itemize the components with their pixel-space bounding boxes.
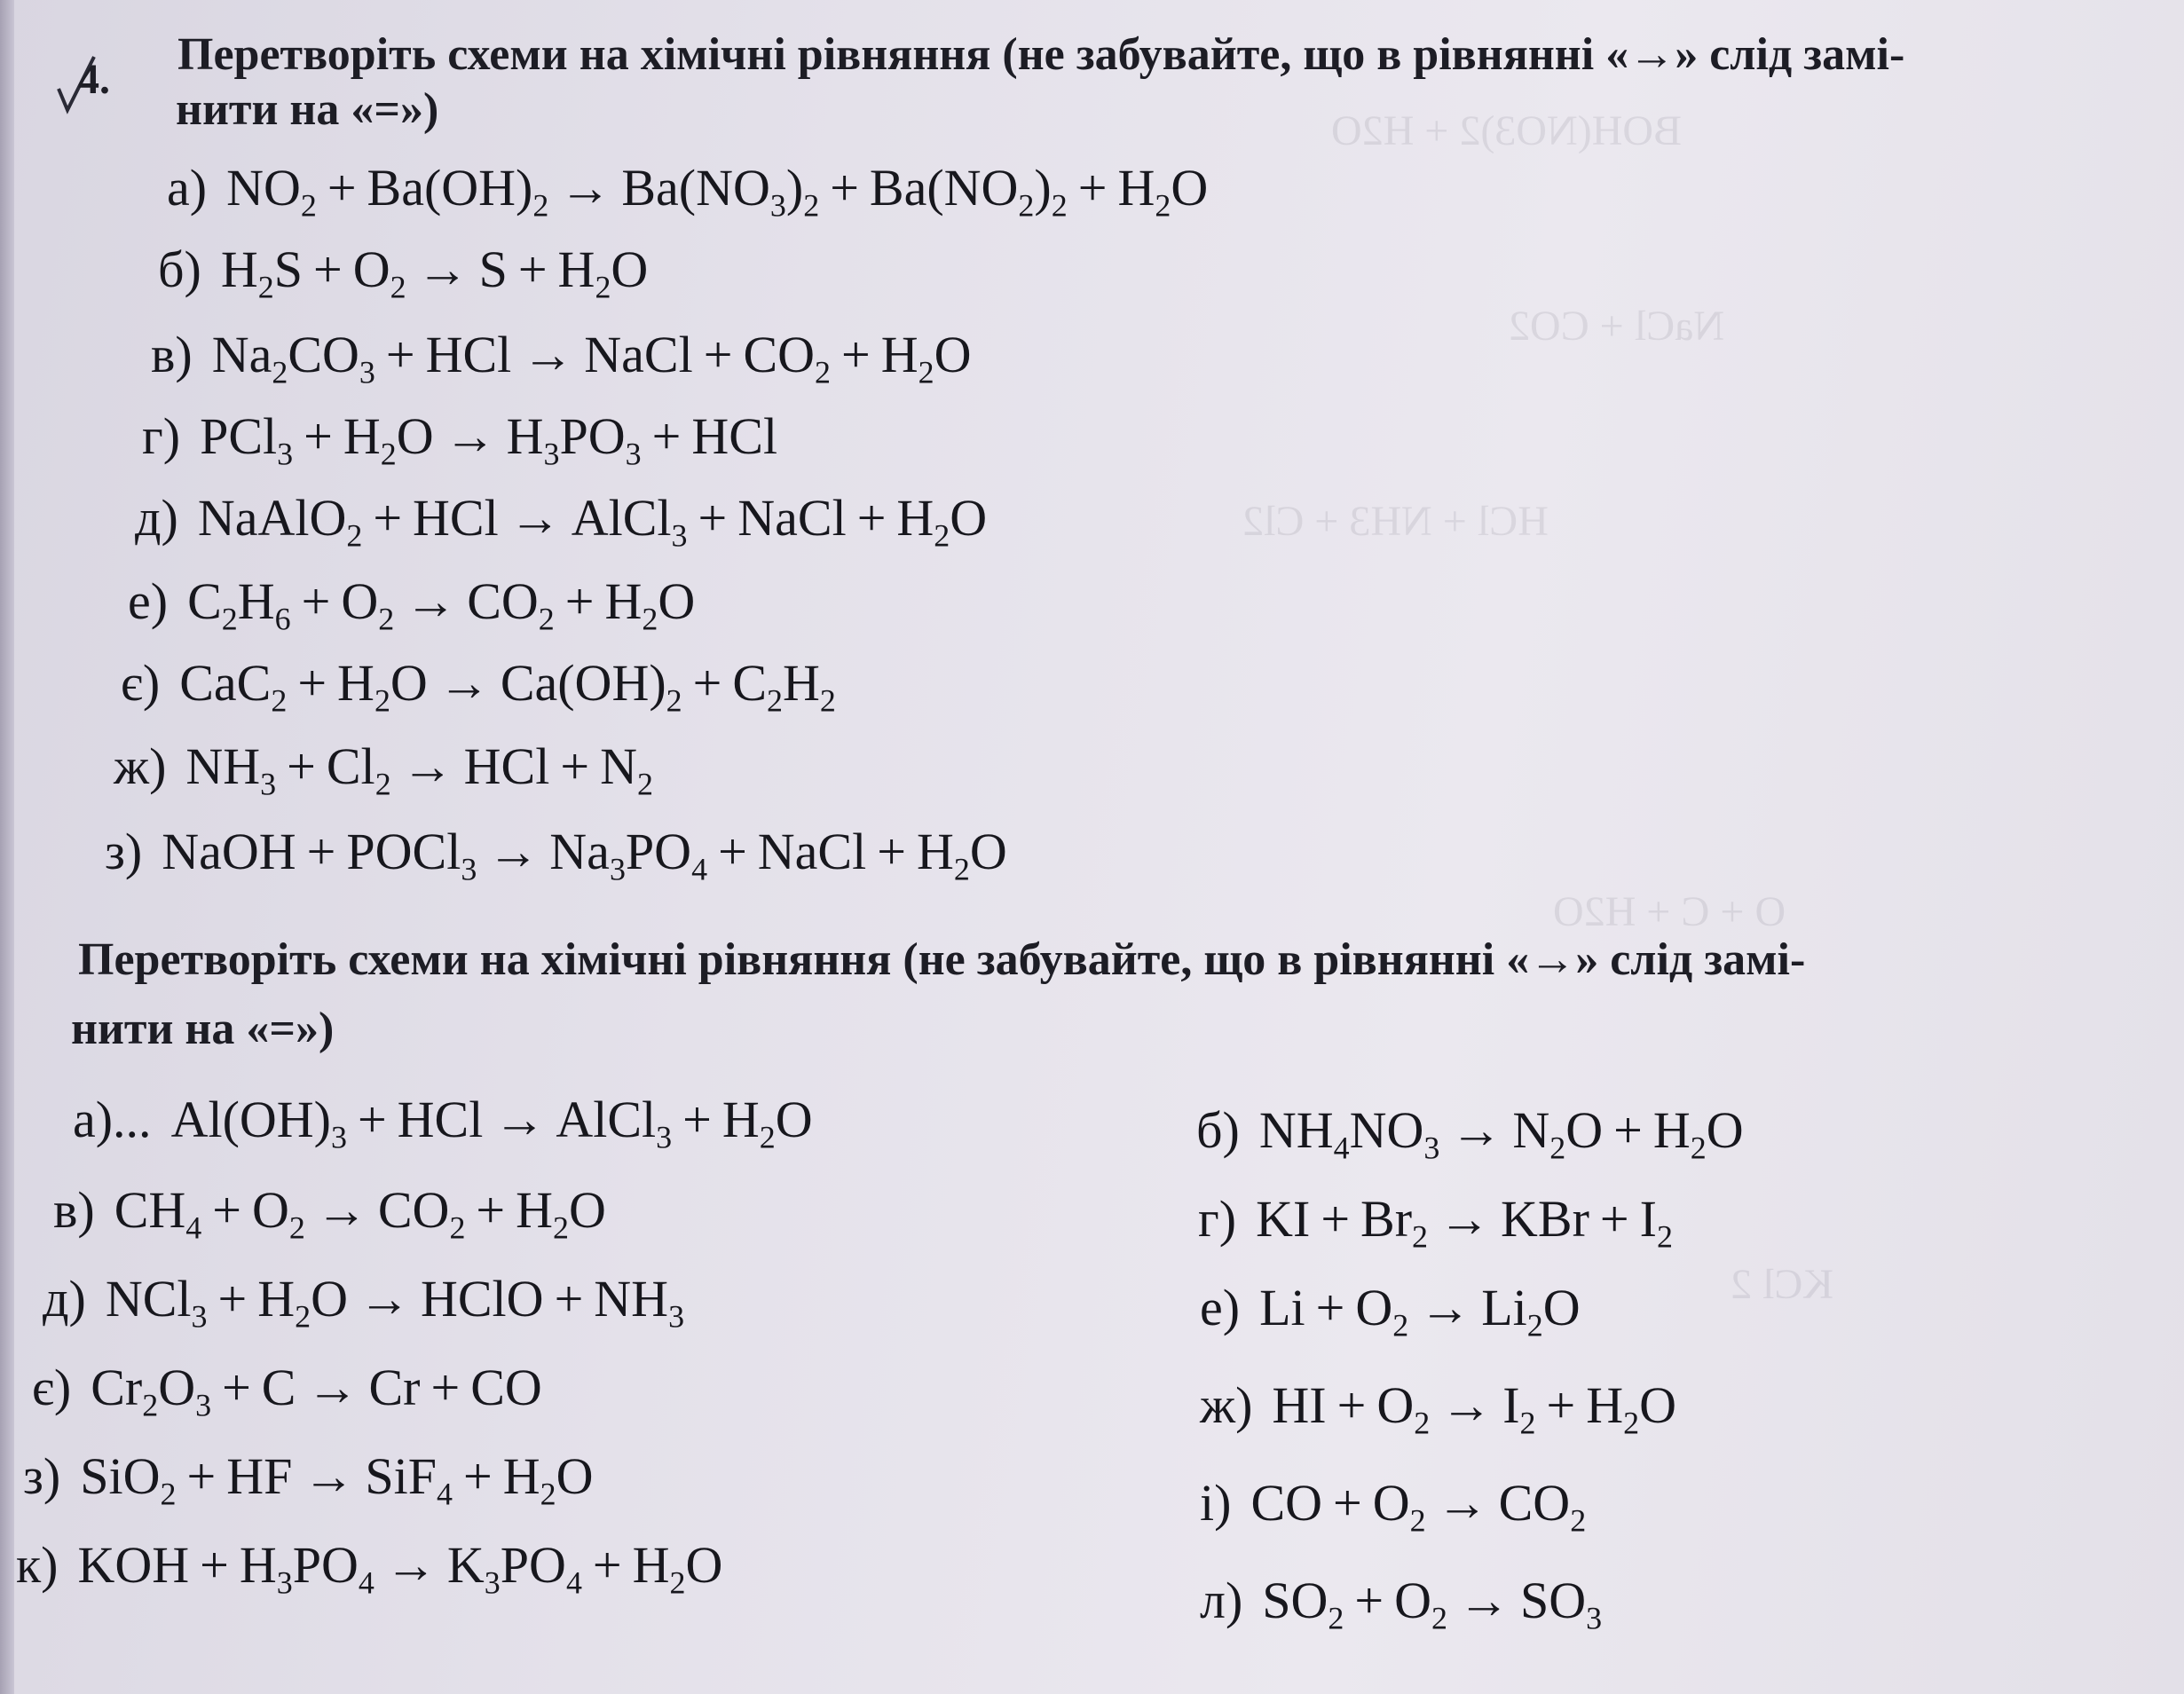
reaction-arrow: →	[384, 1536, 437, 1594]
chemical-formula: $NH_3$	[185, 737, 277, 802]
task1-equation	[121, 653, 836, 719]
equation-label: ж)	[1200, 1376, 1253, 1434]
reaction-arrow: →	[416, 240, 469, 298]
task2-equation	[32, 1358, 542, 1423]
chemical-formula: $N_2O$	[1512, 1101, 1604, 1166]
chemical-formula: NaCl	[584, 326, 693, 383]
chemical-formula: $H_2O$	[557, 240, 649, 305]
chemical-formula: $I_2$	[1639, 1190, 1673, 1255]
chemical-formula: $H_2O$	[916, 823, 1007, 887]
chemical-formula: KOH	[77, 1536, 190, 1594]
chemical-formula: $Ca(OH)_2$	[500, 654, 682, 719]
plus-sign: +	[212, 1181, 241, 1239]
plus-sign: +	[651, 407, 682, 465]
equation-label: к)	[16, 1536, 59, 1594]
plus-sign: +	[1315, 1279, 1345, 1336]
chemical-formula: $Br_2$	[1360, 1190, 1429, 1255]
equation-label: л)	[1200, 1572, 1243, 1629]
plus-sign: +	[517, 240, 548, 298]
chemical-formula: $C_2H_6$	[187, 572, 291, 637]
plus-sign: +	[222, 1359, 251, 1416]
task2-equation	[16, 1535, 723, 1601]
task2-equation	[73, 1090, 813, 1155]
chemical-formula: $O_2$	[1376, 1376, 1431, 1441]
task2-equation	[1200, 1571, 1603, 1636]
plus-sign: +	[327, 159, 357, 217]
chemical-formula: NaCl	[737, 489, 847, 547]
chemical-formula: $H_2O$	[604, 572, 696, 637]
chemical-formula: $H_2O$	[1117, 159, 1209, 224]
chemical-formula: PCl$_3$	[200, 407, 294, 472]
chemical-formula: $H_2O$	[502, 1447, 594, 1512]
equation-label: е)	[128, 572, 169, 630]
plus-sign: +	[304, 407, 333, 465]
chemical-formula: CO	[1250, 1474, 1323, 1532]
chemical-formula: POCl$_3$	[346, 823, 477, 887]
reaction-arrow: →	[493, 1091, 546, 1148]
chemical-formula: $O_2$	[251, 1181, 305, 1246]
plus-sign: +	[357, 1091, 387, 1148]
task1-equation	[128, 571, 696, 637]
chemical-formula: Li	[1259, 1279, 1305, 1336]
task2-equation	[1200, 1278, 1581, 1343]
chemical-formula: KI	[1256, 1190, 1311, 1248]
chemical-formula: $H_2S$	[220, 240, 303, 305]
reaction-arrow: →	[1439, 1190, 1491, 1248]
chemical-formula: Cr	[368, 1359, 421, 1416]
chemical-formula: $H_2O$	[896, 489, 988, 554]
reaction-arrow: →	[1450, 1101, 1502, 1159]
plus-sign: +	[1077, 159, 1108, 217]
plus-sign: +	[1333, 1474, 1362, 1532]
task2-equation	[1200, 1375, 1676, 1441]
plus-sign: +	[841, 326, 871, 383]
reaction-arrow: →	[1419, 1279, 1471, 1336]
chemical-formula: $CH_4$	[114, 1181, 202, 1246]
task2-instruction-line1: Перетворіть схеми на хімічні рівняння (не забувайте, що в рівнянні «→» слід замі-	[78, 934, 1806, 985]
task2-equation	[1196, 1100, 1744, 1166]
equation-label: є)	[32, 1359, 72, 1416]
task1-equation	[151, 325, 972, 390]
task1-equation	[114, 737, 653, 802]
plus-sign: +	[373, 489, 403, 547]
task2-equation	[53, 1180, 606, 1246]
chemical-formula: $Ba(NO_3)_2$	[621, 159, 820, 224]
reaction-arrow: →	[438, 654, 490, 712]
equation-label: є)	[121, 654, 161, 712]
plus-sign: +	[217, 1270, 248, 1328]
plus-sign: +	[564, 572, 595, 630]
equation-label: б)	[1196, 1101, 1240, 1159]
chemical-formula: $O_2$	[1394, 1572, 1447, 1636]
chemical-formula: HI	[1272, 1376, 1327, 1434]
equation-label: г)	[1198, 1190, 1237, 1248]
chemical-formula: $CO_2$	[743, 326, 832, 390]
plus-sign: +	[430, 1359, 461, 1416]
equation-label: з)	[105, 823, 143, 880]
chemical-formula: $CO_2$	[377, 1181, 466, 1246]
plus-sign: +	[312, 240, 343, 298]
plus-sign: +	[856, 489, 887, 547]
chemical-formula: HCl	[425, 326, 512, 383]
chemical-formula: $H_2O$	[257, 1270, 348, 1335]
chemical-formula: HCl	[397, 1091, 484, 1148]
chemical-formula: $H_2O$	[1586, 1376, 1676, 1441]
reaction-arrow: →	[522, 326, 574, 383]
equation-label: і)	[1200, 1474, 1232, 1532]
plus-sign: +	[297, 654, 327, 712]
task1-equation	[135, 488, 988, 554]
reaction-arrow: →	[358, 1270, 410, 1328]
chemical-formula: $Na_2CO_3$	[211, 326, 375, 390]
task2-equation	[43, 1269, 685, 1335]
chemical-formula: $Cr_2O_3$	[91, 1359, 212, 1423]
reaction-arrow: →	[509, 489, 561, 547]
chemical-formula: $NH_3$	[594, 1270, 685, 1335]
chemical-formula: $K_3PO_4$	[446, 1536, 582, 1601]
task1-instruction-line1: Перетворіть схеми на хімічні рівняння (не забувайте, що в рівнянні «→» слід замі-	[177, 29, 1905, 80]
reaction-arrow: →	[444, 407, 496, 465]
chemical-formula: $SO_3$	[1520, 1572, 1603, 1636]
plus-sign: +	[830, 159, 859, 217]
chemical-formula: $SO_2$	[1262, 1572, 1344, 1636]
task2-equation	[1198, 1189, 1673, 1255]
task2-instruction-line2: нити на «=»)	[71, 1004, 335, 1054]
task1-equation	[167, 158, 1209, 224]
chemical-formula: $NH_4NO_3$	[1258, 1101, 1440, 1166]
chemical-formula: AlCl$_3$	[556, 1091, 673, 1155]
plus-sign: +	[476, 1181, 506, 1239]
plus-sign: +	[877, 823, 906, 880]
plus-sign: +	[200, 1536, 229, 1594]
chemical-formula: $C_2H_2$	[732, 654, 836, 719]
chemical-formula: $H_3PO_4$	[239, 1536, 375, 1601]
chemical-formula: HCl	[691, 407, 778, 465]
plus-sign: +	[1321, 1190, 1351, 1248]
chemical-formula: $H_2O$	[516, 1181, 606, 1246]
task2-equation	[1200, 1473, 1587, 1539]
reaction-arrow: →	[405, 572, 457, 630]
chemical-formula: $O_2$	[341, 572, 395, 637]
chemical-formula: $H_3PO_3$	[506, 407, 642, 472]
chemical-formula: $O_2$	[352, 240, 406, 305]
equation-label: д)	[135, 489, 178, 547]
chemical-formula: C	[261, 1359, 296, 1416]
chemical-formula: S	[478, 240, 508, 298]
plus-sign: +	[592, 1536, 622, 1594]
equation-label: б)	[158, 240, 201, 298]
chemical-formula: NaOH	[162, 823, 296, 880]
equation-label: в)	[53, 1181, 95, 1239]
reaction-arrow: →	[1436, 1474, 1488, 1532]
equation-label: е)	[1200, 1279, 1241, 1336]
plus-sign: +	[1599, 1190, 1629, 1248]
plus-sign: +	[682, 1091, 712, 1148]
reaction-arrow: →	[1440, 1376, 1493, 1434]
chemical-formula: $O_2$	[1355, 1279, 1409, 1343]
chemical-formula: $Na_3PO_4$	[549, 823, 708, 887]
equation-label: ж)	[114, 737, 167, 795]
page-edge	[0, 0, 14, 1694]
chemical-formula: $I_2$	[1502, 1376, 1536, 1441]
chemical-formula: $N_2$	[600, 737, 653, 802]
reaction-arrow: →	[559, 159, 611, 217]
chemical-formula: $CO_2$	[1498, 1474, 1587, 1539]
chemical-formula: $Li_2O$	[1481, 1279, 1581, 1343]
plus-sign: +	[1613, 1101, 1643, 1159]
equation-label: г)	[142, 407, 181, 465]
chemical-formula: HF	[226, 1447, 293, 1505]
task1-equation	[142, 406, 778, 472]
chemical-formula: CaC$_2$	[179, 654, 288, 719]
chemical-formula: $O_2$	[1372, 1474, 1426, 1539]
chemical-formula: HCl	[413, 489, 499, 547]
chemical-formula: $H_2O$	[343, 407, 434, 472]
plus-sign: +	[698, 489, 728, 547]
reaction-arrow: →	[401, 737, 453, 795]
equation-label: а)	[167, 159, 208, 217]
plus-sign: +	[1546, 1376, 1576, 1434]
plus-sign: +	[462, 1447, 493, 1505]
chemical-formula: NaAlO$_2$	[197, 489, 363, 554]
chemical-formula: $Al(OH)_3$	[170, 1091, 347, 1155]
chemical-formula: $H_2O$	[1652, 1101, 1744, 1166]
chemical-formula: $NO_2$	[226, 159, 317, 224]
plus-sign: +	[1336, 1376, 1367, 1434]
chemical-formula: $CO_2$	[467, 572, 555, 637]
plus-sign: +	[301, 572, 331, 630]
plus-sign: +	[1354, 1572, 1384, 1629]
chemical-formula: NaCl	[757, 823, 867, 880]
chemical-formula: NCl$_3$	[105, 1270, 208, 1335]
reaction-arrow: →	[306, 1359, 359, 1416]
plus-sign: +	[186, 1447, 217, 1505]
equation-label: а)...	[73, 1091, 152, 1148]
task1-equation	[105, 822, 1007, 887]
chemical-formula: $H_2O$	[337, 654, 428, 719]
chemical-formula: $Cl_2$	[326, 737, 391, 802]
plus-sign: +	[692, 654, 722, 712]
chemical-formula: $H_2O$	[880, 326, 972, 390]
chemical-formula: CO	[470, 1359, 542, 1416]
plus-sign: +	[718, 823, 747, 880]
chemical-formula: $Ba(NO_2)_2$	[869, 159, 1068, 224]
chemical-formula: AlCl$_3$	[571, 489, 688, 554]
chemical-formula: HCl	[463, 737, 550, 795]
reaction-arrow: →	[315, 1181, 367, 1239]
chemical-formula: SiO$_2$	[80, 1447, 177, 1512]
chemical-formula: HClO	[420, 1270, 544, 1328]
task2-equation	[23, 1446, 594, 1512]
task-number: 4.	[78, 56, 110, 103]
plus-sign: +	[306, 823, 336, 880]
task1-equation	[158, 240, 649, 305]
show-through-background: BOH(NO3)2 + H2O NaCl + CO2 HCl + NH3 + Cl2 O + C + H2O KCl 2	[1242, 107, 1834, 1308]
plus-sign: +	[287, 737, 316, 795]
chemical-formula: $H_2O$	[721, 1091, 813, 1155]
plus-sign: +	[554, 1270, 584, 1328]
equation-label: д)	[43, 1270, 86, 1328]
chemical-formula: SiF$_4$	[365, 1447, 453, 1512]
reaction-arrow: →	[303, 1447, 355, 1505]
task1-instruction-line2: нити на «=»)	[176, 84, 439, 135]
chemical-formula: $Ba(OH)_2$	[367, 159, 549, 224]
chemical-formula: KBr	[1501, 1190, 1589, 1248]
chemical-formula: $H_2O$	[632, 1536, 723, 1601]
plus-sign: +	[385, 326, 415, 383]
reaction-arrow: →	[487, 823, 540, 880]
equation-label: в)	[151, 326, 193, 383]
equation-label: з)	[23, 1447, 61, 1505]
plus-sign: +	[703, 326, 733, 383]
plus-sign: +	[560, 737, 590, 795]
reaction-arrow: →	[1458, 1572, 1510, 1629]
